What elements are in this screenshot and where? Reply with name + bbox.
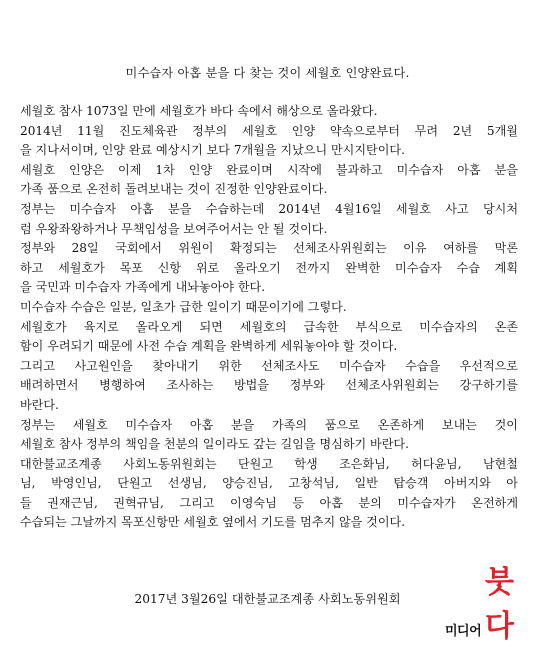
body-line: 을 국민과 미수습자 가족에게 내놔놓아야 한다. xyxy=(20,280,266,295)
body-line: 세월호 인양은 이제 1차 인양 완료이며 시작에 불과하고 미수습자 아홉 분을 xyxy=(20,162,518,177)
logo-small-text: 미디어 xyxy=(445,624,482,639)
body-line: 그리고 사고원인을 찾아내기 위한 선체조사도 미수습자 수습을 우선적으로 xyxy=(20,358,518,373)
body-line: 함이 우려되기 때문에 사전 수습 계획을 완벽하게 세워놓아야 할 것이다. xyxy=(20,339,398,354)
body-line: 정부는 미수습자 아홉 분을 수습하는데 2014년 4월16일 세월호 사고 당시처 xyxy=(20,201,518,216)
body-line: 바란다. xyxy=(20,397,59,412)
body-line: 미수습자 수습은 일분, 일초가 급한 일이기 때문이기에 그렇다. xyxy=(20,299,347,314)
body-line: 배려하면서 병행하여 조사하는 방법을 정부와 선체조사위원회는 강구하기를 xyxy=(20,378,518,393)
body-line: 들 권재근님, 권혁규님, 그리고 이영숙님 등 아홉 분의 미수습자가 온전하게 xyxy=(20,495,518,510)
signature-line: 2017년 3월26일 대한불교조계종 사회노동위원회 xyxy=(134,592,401,606)
body-line: 을 지나서이며, 인양 완료 예상시기 보다 7개월을 지났으니 만시지탄이다. xyxy=(20,143,405,158)
body-line: 세월호 참사 정부의 책임을 천분의 일이라도 갚는 길임을 명심하기 바란다. xyxy=(20,437,409,452)
body-line: 수습되는 그날까지 목포신항만 세월호 옆에서 기도를 멈추지 않을 것이다. xyxy=(20,515,406,530)
body-line: 정부는 세월호 미수습자 아홉 분을 가족의 품으로 온존하게 보내는 것이 xyxy=(20,417,518,432)
body-line: 정부와 28일 국회에서 위원이 확정되는 선체조사위원회는 이유 여하를 막론 xyxy=(20,241,518,256)
body-line: 2014년 11월 진도체육관 정부의 세월호 인양 약속으로부터 무려 2년 5개월 xyxy=(20,123,518,138)
body-line: 세월호 참사 1073일 만에 세월호가 바다 속에서 해상으로 올라왔다. xyxy=(20,104,378,118)
body-line: 가족 품으로 온전히 돌려보내는 것이 진정한 인양완료이다. xyxy=(20,182,328,197)
statement-body xyxy=(20,102,518,533)
body-line: 님, 박영인님, 단원고 선생님, 양승진님, 고창석님, 일반 탑승객 아버지와 아 xyxy=(20,476,518,491)
document-title: 미수습자 아홉 분을 다 찾는 것이 세월호 인양완료다. xyxy=(125,66,410,80)
logo-big-text: 붓다 xyxy=(485,565,511,644)
body-line: 세월호가 육지로 올라오게 되면 세월호의 급속한 부식으로 미수습자의 온존 xyxy=(20,319,518,334)
body-line: 하고 세월호가 목포 신항 위로 올라오기 전까지 완벽한 미수습자 수습 계획 xyxy=(20,260,518,275)
media-buddha-logo xyxy=(445,565,529,644)
body-line: 대한불교조계종 사회노동위원회는 단원고 학생 조은화님, 허다윤님, 남현철 xyxy=(20,456,518,471)
body-line: 럼 우왕좌왕하거나 무책임성을 보여주어서는 안 될 것이다. xyxy=(20,221,328,236)
